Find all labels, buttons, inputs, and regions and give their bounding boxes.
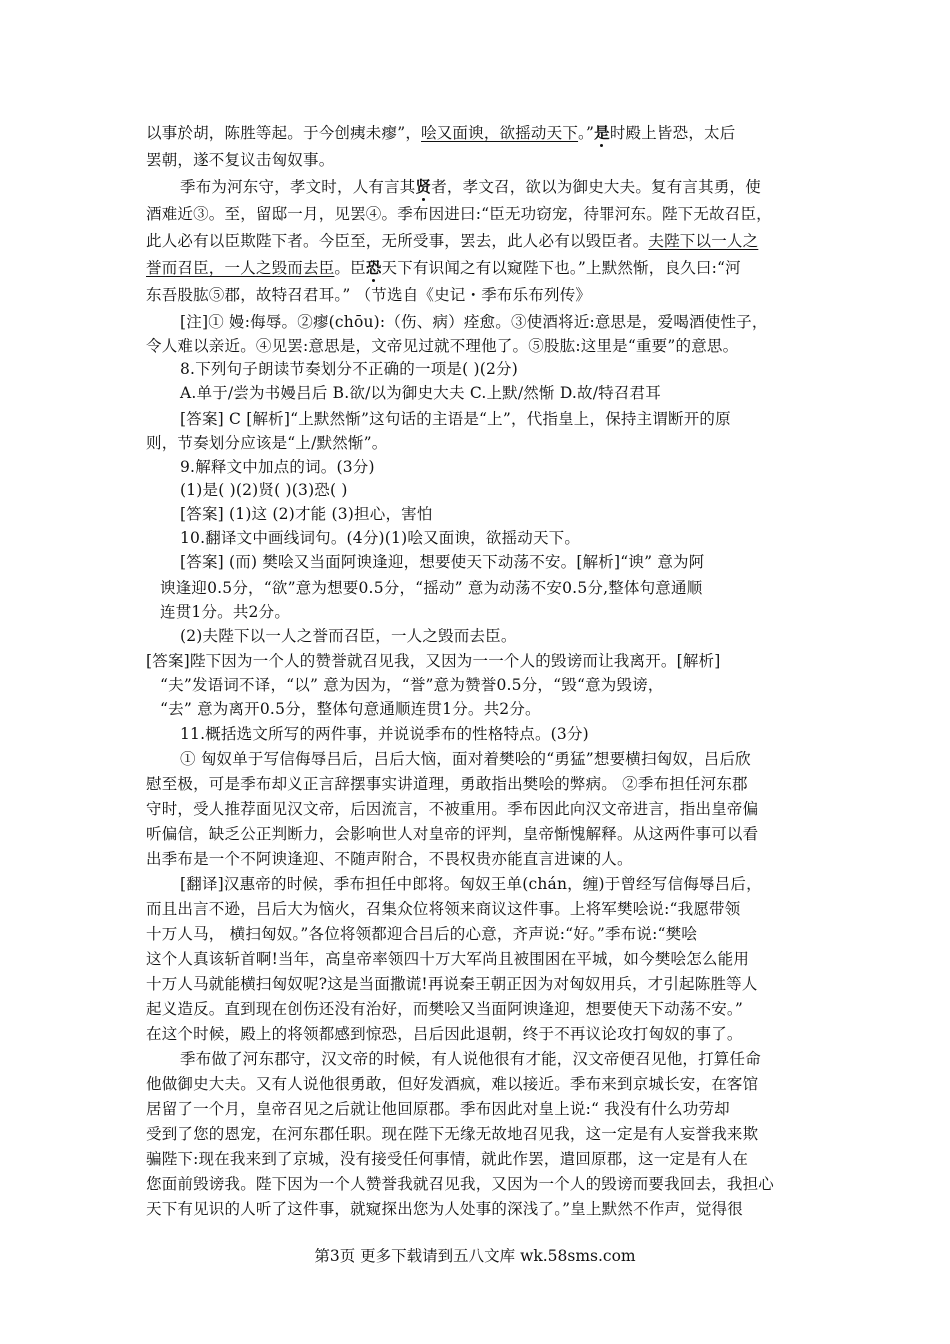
translation-line: 起义造反。直到现在创伤还没有治好，而樊哙又当面阿谀逢迎，想要使天下动荡不安。”	[146, 1000, 743, 1018]
question-9: 9.解释文中加点的词。(3分)	[180, 458, 375, 476]
answer-line: 谀逢迎0.5分，“欲”意为想要0.5分，“摇动” 意为动荡不安0.5分,整体句意通顺	[160, 579, 703, 597]
text-line: 酒难近③。至，留邸一月，见罢④。季布因进曰:“臣无功窃宠，待罪河东。陛下无故召臣，	[146, 205, 772, 223]
answer-line: [答案] (而) 樊哙又当面阿谀逢迎，想要使天下动荡不安。[解析]“谀” 意为阿	[180, 553, 705, 571]
answer-line: [答案] (1)这 (2)才能 (3)担心，害怕	[180, 505, 433, 523]
translation-line: 十万人马就能横扫匈奴呢?这是当面撒谎!再说秦王朝正因为对匈奴用兵，才引起陈胜等人	[146, 975, 758, 993]
text-line: 以事於胡，陈胜等起。于今创痍未瘳”，哙又面谀，欲摇动天下。”是时殿上皆恐，太后	[146, 123, 736, 142]
dotted-word: 贤	[415, 177, 432, 196]
dotted-word: 是	[594, 123, 610, 142]
answer-line: [答案]陛下因为一个人的赞誉就召见我，又因为一一个人的毁谤而让我离开。[解析]	[146, 652, 721, 670]
underlined-phrase: 誉而召臣，一人之毁而去臣	[146, 259, 335, 277]
text-line: 誉而召臣，一人之毁而去臣。臣恐天下有识闻之有以窥陛下也。”上默然惭，良久曰:“河	[146, 258, 741, 277]
translation-line: 而且出言不逊，吕后大为恼火，召集众位将领来商议这件事。上将军樊哙说:“我愿带领	[146, 900, 741, 918]
question-10: 10.翻译文中画线词句。(4分)(1)哙又面谀，欲摇动天下。	[180, 529, 581, 547]
question-11: 11.概括选文所写的两件事，并说说季布的性格特点。(3分)	[180, 725, 589, 743]
note-line: [注]① 嫚:侮辱。②瘳(chōu):（伤、病）痊愈。③使酒将近:意思是，爱喝酒使性子，	[180, 313, 768, 331]
text-line: 罢朝，遂不复议击匈奴事。	[146, 151, 335, 169]
page-footer: 第3页 更多下载请到五八文库 wk.58sms.com	[314, 1247, 636, 1265]
translation-line: 他做御史大夫。又有人说他很勇敢，但好发酒疯，难以接近。季布来到京城长安，在客馆	[146, 1075, 759, 1093]
answer-line: [答案] C [解析]“上默然惭”这句话的主语是“上”，代指皇上，保持主谓断开的原	[180, 410, 731, 428]
question-10-part2: (2)夫陛下以一人之誉而召臣，一人之毁而去臣。	[180, 627, 517, 645]
answer-line: 慰至极，可是季布却义正言辞摆事实讲道理，勇敢指出樊哙的弊病。 ②季布担任河东郡	[146, 775, 748, 793]
text-line: 此人必有以臣欺陛下者。今臣至，无所受事，罢去，此人必有以毁臣者。夫陛下以一人之	[146, 232, 759, 250]
question-9-blanks: (1)是( )(2)贤( )(3)恐( )	[180, 481, 348, 499]
dotted-word: 恐	[365, 258, 382, 277]
note-line: 令人难以亲近。④见罢:意思是，文帝见过就不理他了。⑤股肱:这里是“重要”的意思。	[146, 337, 739, 355]
answer-line: 连贯1分。共2分。	[160, 603, 291, 621]
underlined-phrase: 哙又面谀，欲摇动天下	[421, 124, 579, 142]
translation-line: 季布做了河东郡守，汉文帝的时候，有人说他很有才能，汉文帝便召见他，打算任命	[180, 1050, 761, 1068]
translation-line: 您面前毁谤我。陛下因为一个人赞誉我就召见我，又因为一个人的毁谤而要我回去，我担心	[146, 1175, 775, 1193]
answer-line: “夫”发语词不译，“以” 意为因为，“誉”意为赞誉0.5分，“毁“意为毁谤，	[160, 676, 664, 694]
answer-line: 则，节奏划分应该是“上/默然惭”。	[146, 434, 388, 452]
underlined-phrase: 夫陛下以一人之	[648, 232, 759, 250]
translation-line: 十万人马， 横扫匈奴。”各位将领都迎合吕后的心意，齐声说:“好。”季布说:“樊哙	[146, 925, 698, 943]
answer-line: 听偏信，缺乏公正判断力，会影响世人对皇帝的评判，皇帝惭愧解释。从这两件事可以看	[146, 825, 759, 843]
question-8-options: A.单于/尝为书嫚吕后 B.欲/以为御史大夫 C.上默/然惭 D.故/特召君耳	[180, 384, 661, 402]
question-8: 8.下列句子朗读节奏划分不正确的一项是( )(2分)	[180, 360, 518, 378]
translation-line: 骗陛下:现在我来到了京城，没有接受任何事情，就此作罢，遣回原郡，这一定是有人在	[146, 1150, 749, 1168]
answer-line: 出季布是一个不阿谀逢迎、不随声附合，不畏权贵亦能直言进谏的人。	[146, 850, 633, 868]
translation-line: 居留了一个月，皇帝召见之后就让他回原郡。季布因此对皇上说:“ 我没有什么功劳却	[146, 1100, 730, 1118]
text-line: 季布为河东守，孝文时，人有言其贤者，孝文召，欲以为御史大夫。复有言其勇，使	[180, 177, 761, 196]
translation-line: 受到了您的恩宠，在河东郡任职。现在陛下无缘无故地召见我，这一定是有人妄誉我来欺	[146, 1125, 759, 1143]
translation-line: 在这个时候，殿上的将领都感到惊恐，吕后因此退朝，终于不再议论攻打匈奴的事了。	[146, 1025, 743, 1043]
translation-line: 天下有见识的人听了这件事，就窥探出您为人处事的深浅了。”皇上默然不作声，觉得很	[146, 1200, 743, 1218]
translation-line: 这个人真该斩首啊!当年，高皇帝率领四十万大军尚且被围困在平城，如今樊哙怎么能用	[146, 950, 750, 968]
translation-line: [翻译]汉惠帝的时候，季布担任中郎将。匈奴王单(chán，缠)于曾经写信侮辱吕后，	[180, 875, 762, 893]
text-line: 东吾股肱⑤郡，故特召君耳。” （节选自《史记・季布乐布列传》	[146, 286, 592, 304]
answer-line: 守时，受人推荐面见汉文帝，后因流言，不被重用。季布因此向汉文帝进言，指出皇帝偏	[146, 800, 759, 818]
answer-line: “去” 意为离开0.5分，整体句意通顺连贯1分。共2分。	[160, 700, 541, 718]
answer-line: ① 匈奴单于写信侮辱吕后，吕后大恼，面对着樊哙的“勇猛”想要横扫匈奴，吕后欣	[180, 750, 751, 768]
